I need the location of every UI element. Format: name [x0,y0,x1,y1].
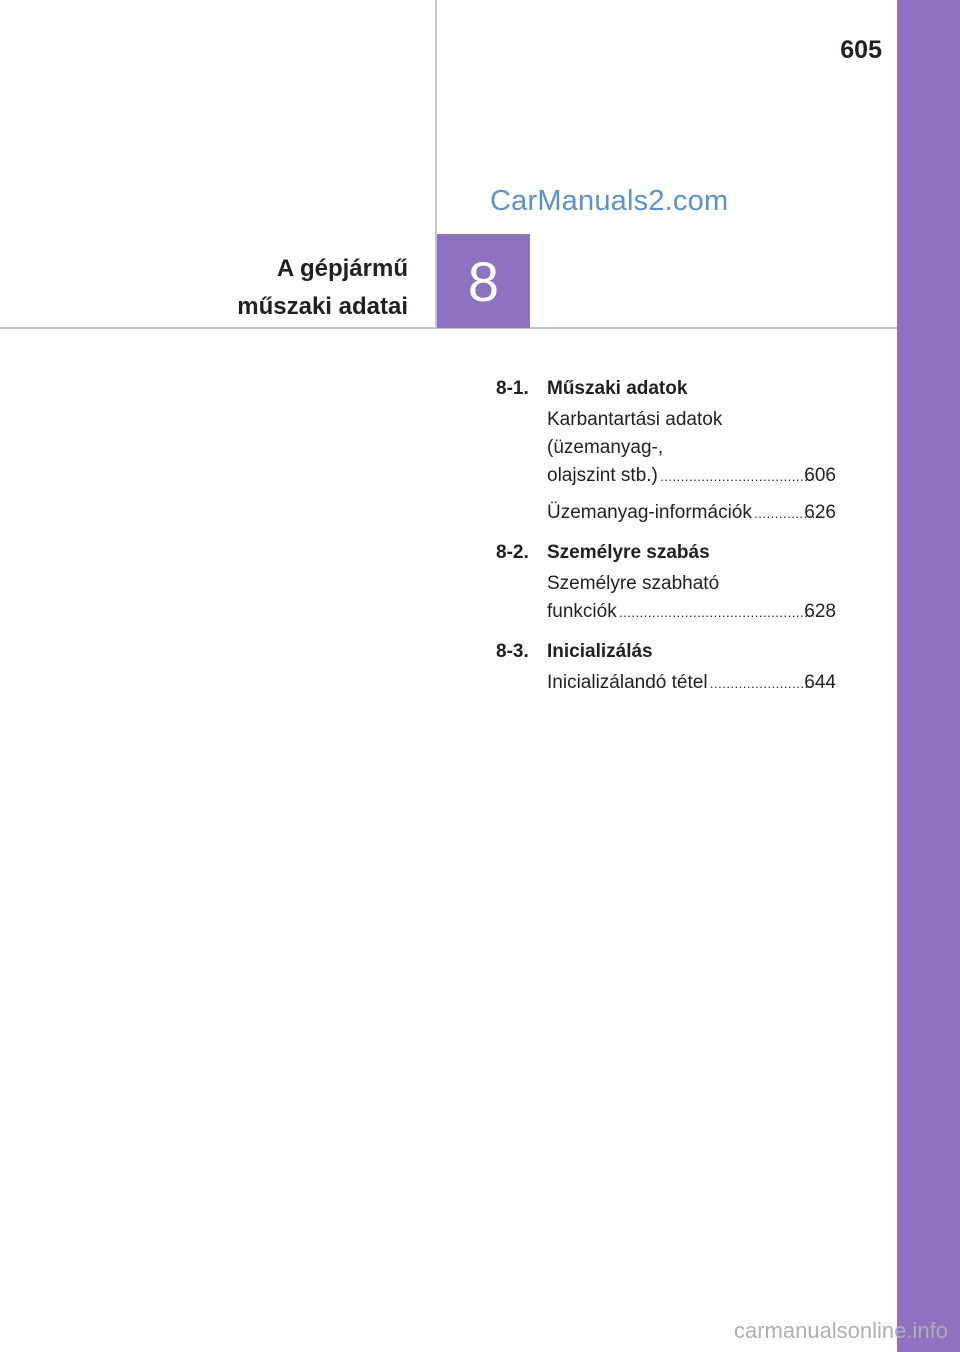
entry-title: Inicializálandó tétel [547,672,708,693]
entry-line: Személyre szabható [547,573,720,594]
section-number: 8-2. [496,542,529,563]
section-title: Inicializálás [547,641,653,662]
section-number: 8-3. [496,641,529,662]
chapter-title-line-2: műszaki adatai [237,293,408,320]
toc-section-8-2[interactable] [496,536,836,570]
table-of-contents [496,372,836,706]
dot-leader [710,670,815,698]
chapter-title [237,250,408,326]
dot-leader [619,599,815,627]
chapter-title-line-1: A gépjármű [276,255,408,282]
section-number: 8-1. [496,378,529,399]
chapter-number-box: 8 [437,234,530,328]
dot-leader [660,463,814,491]
entry-line: (üzemanyag-, [547,437,664,458]
toc-entry-karbantartasi-adatok[interactable] [547,406,836,491]
entry-title: funkciók [547,601,617,622]
entry-page: 606 [804,465,836,486]
page-number: 605 [840,36,882,64]
side-tab [897,0,960,1352]
entry-page: 626 [804,502,836,523]
toc-entry-uzemanyag-informaciok[interactable] [547,499,836,528]
section-title: Műszaki adatok [547,378,688,399]
entry-page: 628 [804,601,836,622]
entry-page: 644 [804,672,836,693]
entry-line: Karbantartási adatok [547,409,723,430]
toc-section-8-1[interactable] [496,372,836,406]
toc-entry-inicializalando-tetel[interactable] [547,669,836,698]
entry-title: olajszint stb.) [547,465,658,486]
toc-entry-szemelyre-szabhato[interactable] [547,570,836,627]
watermark-text: CarManuals2.com [490,185,729,217]
entry-title: Üzemanyag-információk [547,502,752,523]
footer-watermark: carmanualsonline.info [733,1318,948,1343]
section-title: Személyre szabás [547,542,710,563]
toc-section-8-3[interactable] [496,635,836,669]
